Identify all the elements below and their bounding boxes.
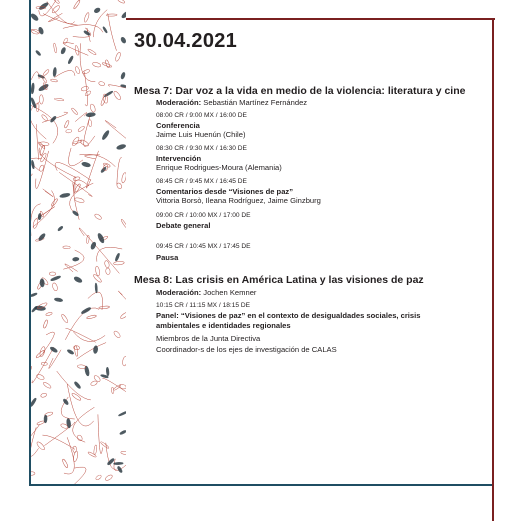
- outline-leaf: [61, 314, 69, 324]
- panel-title-line-2: ambientales e identidades regionales: [156, 321, 291, 330]
- branch-line: [63, 42, 88, 55]
- dark-leaf: [31, 97, 37, 108]
- outline-leaf: [74, 197, 85, 203]
- dark-leaf: [35, 50, 41, 56]
- branch-line: [77, 343, 106, 360]
- outline-leaf: [36, 103, 39, 112]
- outline-leaf: [31, 472, 35, 476]
- outline-leaf: [77, 125, 85, 132]
- outline-leaf: [99, 306, 110, 310]
- outline-leaf: [121, 219, 126, 229]
- branch-line: [31, 427, 39, 456]
- dark-leaf: [54, 297, 63, 302]
- outline-leaf: [87, 48, 96, 55]
- outline-leaf: [52, 282, 59, 291]
- outline-leaf: [81, 86, 89, 92]
- outline-leaf: [113, 261, 124, 265]
- branch-line: [108, 13, 117, 50]
- outline-leaf: [43, 69, 50, 76]
- outline-leaf: [62, 459, 69, 469]
- dark-leaf: [81, 307, 92, 315]
- branch-line: [54, 70, 75, 77]
- item-time: 10:15 CR / 11:15 MX / 18:15 DE: [156, 302, 251, 309]
- outline-leaf: [104, 474, 113, 482]
- frame-top-border: [126, 18, 495, 20]
- outline-leaf: [94, 213, 102, 220]
- dark-leaf: [44, 415, 47, 423]
- outline-leaf: [111, 387, 114, 393]
- item-label: Comentarios desde “Visiones de paz”: [156, 187, 294, 196]
- dark-leaf: [59, 193, 70, 199]
- outline-leaf: [117, 0, 125, 4]
- dark-leaf: [93, 7, 100, 14]
- outline-leaf: [36, 441, 46, 451]
- item-person: Enrique Rodrigues-Moura (Alemania): [156, 163, 282, 172]
- dark-leaf: [72, 257, 79, 261]
- panel-members: Miembros de la Junta Directiva: [156, 334, 261, 343]
- item-person: Vittoria Borsò, Ileana Rodríguez, Jaime Ginzburg: [156, 196, 321, 205]
- item-label: Intervención: [156, 154, 202, 163]
- item-time: 08:45 CR / 9:45 MX / 16:45 DE: [156, 178, 247, 185]
- dark-leaf: [95, 283, 98, 293]
- outline-leaf: [73, 140, 83, 144]
- outline-leaf: [75, 66, 81, 74]
- outline-leaf: [121, 172, 126, 183]
- dark-leaf: [102, 26, 108, 33]
- branch-line: [43, 189, 53, 197]
- outline-leaf: [93, 445, 97, 455]
- moderation-label: Moderación:: [156, 288, 202, 297]
- outline-leaf: [122, 356, 126, 366]
- mesa7-title: Mesa 7: Dar voz a la vida en medio de la violencia: literatura y cine: [134, 85, 466, 97]
- outline-leaf: [43, 319, 49, 328]
- branch-line: [57, 371, 91, 400]
- outline-leaf: [113, 330, 121, 339]
- branch-line: [93, 10, 107, 37]
- mesa8-title: Mesa 8: Las crisis en América Latina y las visiones de paz: [134, 274, 424, 286]
- dark-leaf: [83, 30, 90, 36]
- outline-leaf: [36, 373, 45, 380]
- item-time: 08:00 CR / 9:00 MX / 16:00 DE: [156, 112, 247, 119]
- branch-line: [84, 72, 87, 106]
- outline-leaf: [93, 375, 101, 383]
- outline-leaf: [82, 69, 90, 75]
- item-time: 09:00 CR / 10:00 MX / 17:00 DE: [156, 212, 251, 219]
- outline-leaf: [64, 120, 70, 128]
- branch-line: [66, 328, 96, 342]
- outline-leaf: [89, 103, 96, 112]
- item-person: Jaime Luis Huenún (Chile): [156, 130, 246, 139]
- dark-leaf: [40, 279, 45, 288]
- dark-leaf: [31, 397, 37, 407]
- outline-leaf: [76, 434, 83, 441]
- branch-line: [106, 443, 117, 470]
- outline-leaf: [73, 0, 81, 9]
- outline-leaf: [66, 129, 72, 133]
- outline-leaf: [100, 441, 109, 449]
- dark-leaf: [50, 275, 61, 281]
- branch-line: [31, 102, 46, 139]
- moderator-name: Jochen Kemner: [201, 288, 257, 297]
- dark-leaf: [107, 458, 115, 466]
- dark-leaf: [66, 418, 71, 428]
- outline-leaf: [39, 141, 49, 146]
- dark-leaf: [120, 84, 126, 88]
- item-label: Pausa: [156, 253, 179, 262]
- item-label: Debate general: [156, 221, 211, 230]
- dark-leaf: [74, 381, 82, 389]
- outline-leaf: [102, 62, 112, 68]
- outline-leaf: [54, 98, 64, 101]
- dark-leaf: [106, 367, 109, 376]
- outline-leaf: [63, 246, 70, 249]
- dark-leaf: [118, 411, 126, 417]
- branch-line: [33, 190, 55, 227]
- decorative-leaf-pattern: [31, 0, 126, 484]
- dark-leaf: [117, 466, 123, 473]
- outline-leaf: [39, 346, 46, 357]
- branch-line: [39, 148, 76, 178]
- page-date: 30.04.2021: [134, 30, 238, 52]
- outline-leaf: [73, 345, 80, 350]
- dark-leaf: [101, 130, 110, 141]
- dark-leaf: [31, 13, 39, 22]
- branch-line: [98, 414, 103, 453]
- branch-line: [31, 29, 39, 41]
- outline-leaf: [98, 81, 105, 86]
- branch-line: [74, 467, 86, 484]
- outline-leaf: [39, 165, 45, 172]
- outline-leaf: [74, 45, 79, 55]
- dark-leaf: [38, 2, 49, 11]
- outline-leaf: [115, 52, 122, 62]
- item-time: 09:45 CR / 10:45 MX / 17:45 DE: [156, 243, 251, 250]
- dark-leaf: [121, 10, 126, 19]
- dark-leaf: [86, 112, 96, 117]
- branch-line: [73, 407, 95, 442]
- dark-leaf: [67, 349, 75, 355]
- outline-leaf: [43, 381, 52, 389]
- branch-line: [31, 174, 32, 214]
- outline-leaf: [63, 38, 69, 45]
- frame-right-border: [492, 18, 494, 521]
- outline-leaf: [88, 120, 92, 127]
- outline-leaf: [73, 451, 79, 462]
- outline-leaf: [93, 274, 103, 284]
- outline-leaf: [77, 364, 86, 369]
- outline-leaf: [84, 90, 91, 97]
- outline-leaf: [32, 218, 38, 229]
- branch-line: [84, 115, 95, 147]
- outline-leaf: [39, 95, 43, 104]
- branch-line: [86, 151, 98, 188]
- outline-leaf: [45, 312, 52, 317]
- dark-leaf: [93, 346, 98, 354]
- dark-leaf: [113, 462, 123, 465]
- outline-leaf: [120, 311, 126, 319]
- dark-leaf: [81, 161, 91, 167]
- outline-leaf: [39, 145, 45, 156]
- outline-leaf: [53, 43, 57, 53]
- dark-leaf: [97, 232, 105, 243]
- branch-line: [31, 425, 39, 448]
- branch-line: [68, 148, 83, 166]
- dark-leaf: [120, 72, 126, 80]
- branch-line: [48, 13, 62, 21]
- branch-line: [88, 292, 103, 310]
- outline-leaf: [86, 315, 96, 320]
- outline-leaf: [74, 345, 78, 356]
- dark-leaf: [50, 116, 57, 123]
- outline-leaf: [83, 12, 90, 23]
- dark-leaf: [90, 241, 97, 250]
- panel-title-line-1: Panel: “Visiones de paz” en el contexto de desigualdades sociales, crisis: [156, 311, 421, 320]
- frame-bottom-border: [29, 484, 494, 486]
- item-label: Conferencia: [156, 121, 200, 130]
- item-time: 08:30 CR / 9:30 MX / 16:30 DE: [156, 145, 247, 152]
- outline-leaf: [50, 79, 57, 82]
- branch-line: [47, 1, 75, 23]
- outline-leaf: [37, 420, 45, 425]
- dark-leaf: [53, 67, 57, 77]
- dark-leaf: [60, 47, 66, 55]
- moderator-name: Sebastián Martínez Fernández: [201, 98, 308, 107]
- branch-line: [117, 157, 122, 184]
- dark-leaf: [31, 160, 35, 169]
- dark-leaf: [67, 55, 73, 64]
- outline-leaf: [92, 61, 101, 67]
- outline-leaf: [95, 474, 102, 480]
- branch-line: [67, 384, 94, 426]
- outline-leaf: [49, 272, 56, 276]
- panel-coordinators: Coordinador-s de los ejes de investigación de CALAS: [156, 345, 337, 354]
- outline-leaf: [121, 451, 126, 455]
- dark-leaf: [31, 83, 35, 94]
- branch-line: [31, 366, 32, 400]
- dark-leaf: [119, 430, 126, 435]
- dark-leaf: [84, 366, 90, 377]
- outline-leaf: [73, 176, 81, 181]
- dark-leaf: [72, 210, 79, 217]
- dark-leaf: [57, 226, 63, 232]
- outline-leaf: [90, 380, 98, 386]
- outline-leaf: [105, 268, 110, 275]
- branch-line: [63, 25, 103, 33]
- branch-line: [75, 113, 87, 122]
- branch-line: [42, 435, 75, 449]
- dark-leaf: [31, 292, 37, 297]
- mesa7-moderation: [156, 98, 307, 107]
- outline-leaf: [71, 392, 82, 401]
- dark-leaf: [115, 253, 121, 262]
- dark-leaf: [73, 276, 83, 284]
- outline-leaf: [113, 90, 122, 100]
- branch-line: [102, 378, 126, 396]
- dark-leaf: [116, 144, 126, 151]
- branch-line: [64, 437, 74, 474]
- outline-leaf: [40, 393, 47, 398]
- mesa8-moderation: [156, 288, 256, 297]
- outline-leaf: [71, 107, 78, 115]
- branch-line: [118, 291, 126, 300]
- dark-leaf: [120, 36, 126, 43]
- dark-leaf: [38, 83, 49, 92]
- moderation-label: Moderación:: [156, 98, 202, 107]
